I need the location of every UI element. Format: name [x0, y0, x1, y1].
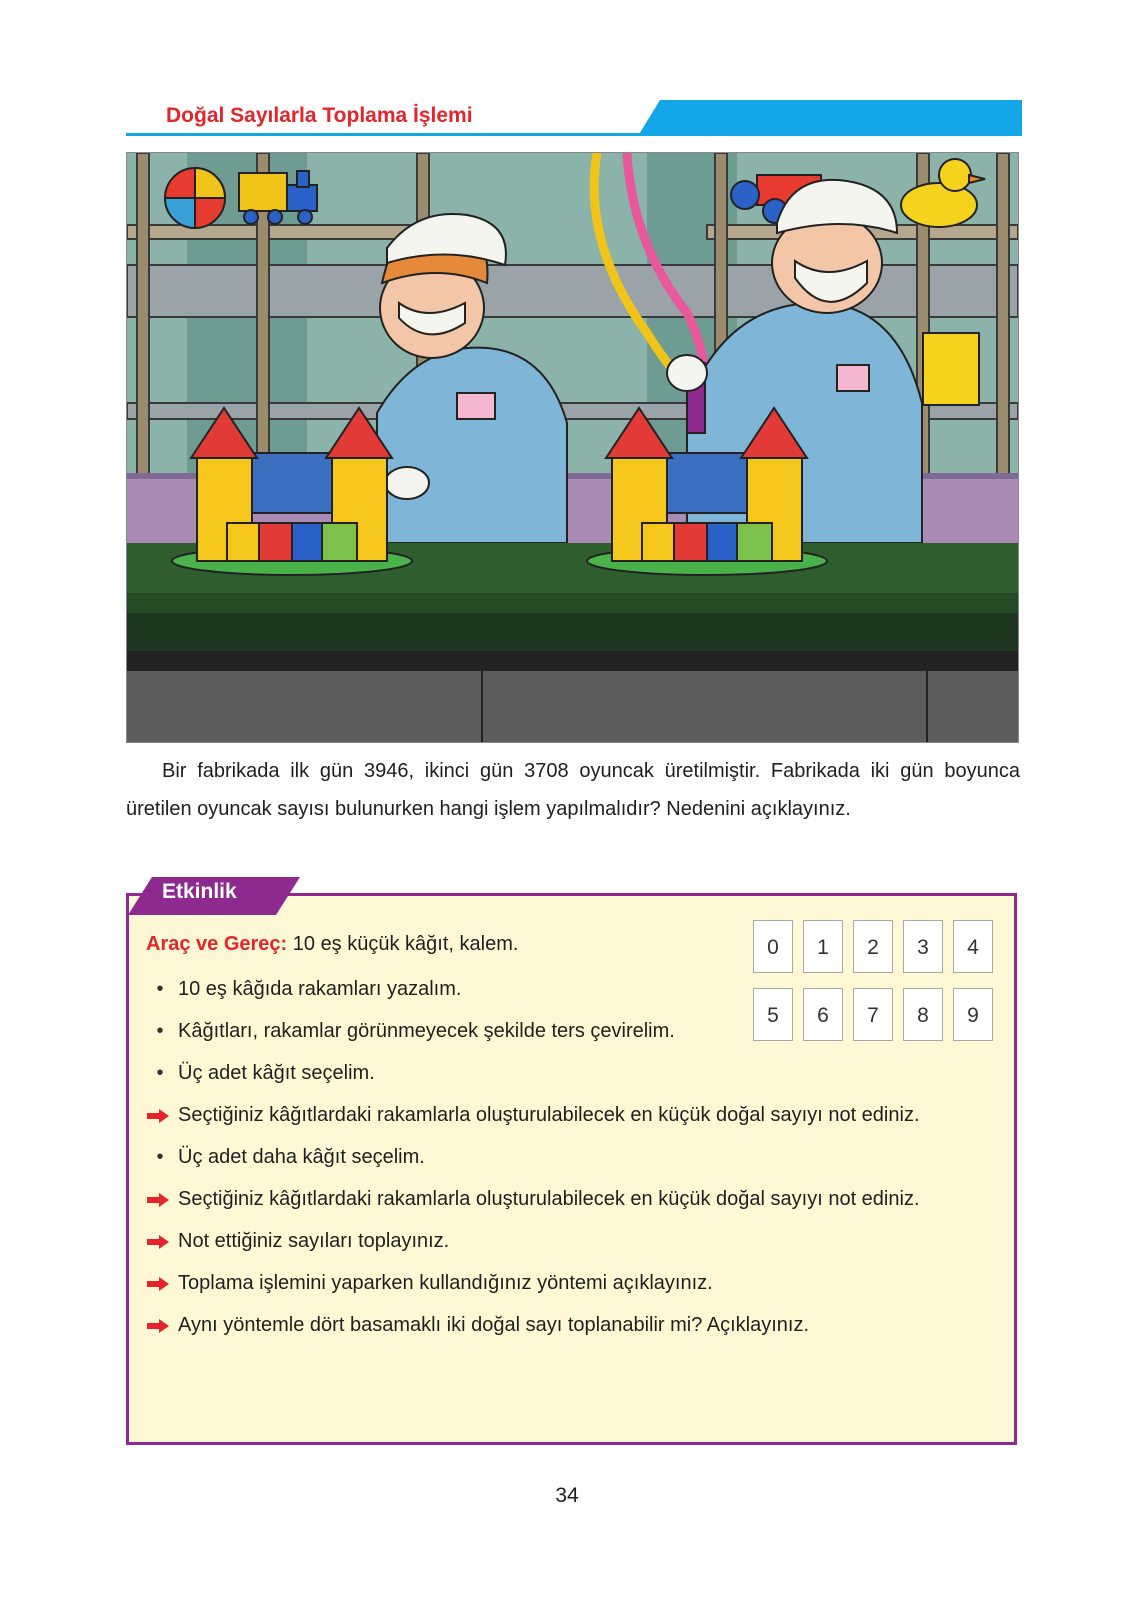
activity-step-text: Seçtiğiniz kâğıtlardaki rakamlarla oluşturulabilecek en küçük doğal sayıyı not ediniz. — [178, 1188, 920, 1210]
activity-step — [146, 1306, 1009, 1344]
factory-illustration — [126, 152, 1019, 743]
bullet-icon: • — [156, 1062, 164, 1084]
section-header — [126, 100, 1022, 136]
factory-scene — [127, 153, 1018, 742]
page-number: 34 — [555, 1484, 579, 1507]
intro-paragraph: Bir fabrikada ilk gün 3946, ikinci gün 3708 oyuncak üretilmiştir. Fabrikada iki gün boyunca üretilen oyuncak sayısı bulunurken hangi işlem yapılmalıdır? Nedenini açıklayınız. — [126, 760, 1020, 820]
activity-step — [146, 1180, 1009, 1218]
section-title: Doğal Sayılarla Toplama İşlemi — [166, 104, 473, 127]
activity-step-text: Toplama işlemini yaparken kullandığınız yöntemi açıklayınız. — [178, 1272, 713, 1294]
bullet-icon: • — [156, 1020, 164, 1042]
header-accent-band — [638, 100, 1022, 136]
digit-card: 5 — [753, 988, 793, 1041]
activity-step-text: Seçtiğiniz kâğıtlardaki rakamlarla oluşturulabilecek en küçük doğal sayıyı not ediniz. — [178, 1104, 920, 1126]
activity-step-text: Kâğıtları, rakamlar görünmeyecek şekilde ters çevirelim. — [178, 1020, 675, 1042]
activity-step-text: Not ettiğiniz sayıları toplayınız. — [178, 1230, 450, 1252]
digit-card: 4 — [953, 920, 993, 973]
activity-step — [146, 1222, 1009, 1260]
digit-card: 6 — [803, 988, 843, 1041]
digit-card: 3 — [903, 920, 943, 973]
activity-step — [146, 1054, 1009, 1092]
bullet-icon: • — [156, 1146, 164, 1168]
activity-step — [146, 1264, 1009, 1302]
digit-card: 1 — [803, 920, 843, 973]
activity-step — [146, 970, 753, 1008]
digit-card: 8 — [903, 988, 943, 1041]
digit-card: 2 — [853, 920, 893, 973]
digit-card: 7 — [853, 988, 893, 1041]
bullet-icon: • — [156, 978, 164, 1000]
activity-step-text: Üç adet kâğıt seçelim. — [178, 1062, 375, 1084]
tools-label: Araç ve Gereç: — [146, 933, 288, 955]
header-underline — [126, 133, 1022, 136]
tools-line — [146, 933, 518, 956]
activity-step-text: 10 eş kâğıda rakamları yazalım. — [178, 978, 462, 1000]
activity-step — [146, 1138, 1009, 1176]
activity-step — [146, 1012, 753, 1050]
activity-tab-label: Etkinlik — [162, 880, 237, 903]
digit-card: 0 — [753, 920, 793, 973]
tools-text: 10 eş küçük kâğıt, kalem. — [287, 933, 519, 955]
activity-step-text: Üç adet daha kâğıt seçelim. — [178, 1146, 425, 1168]
activity-step — [146, 1096, 1009, 1134]
activity-step-text: Aynı yöntemle dört basamaklı iki doğal sayı toplanabilir mi? Açıklayınız. — [178, 1314, 810, 1336]
digit-card: 9 — [953, 988, 993, 1041]
